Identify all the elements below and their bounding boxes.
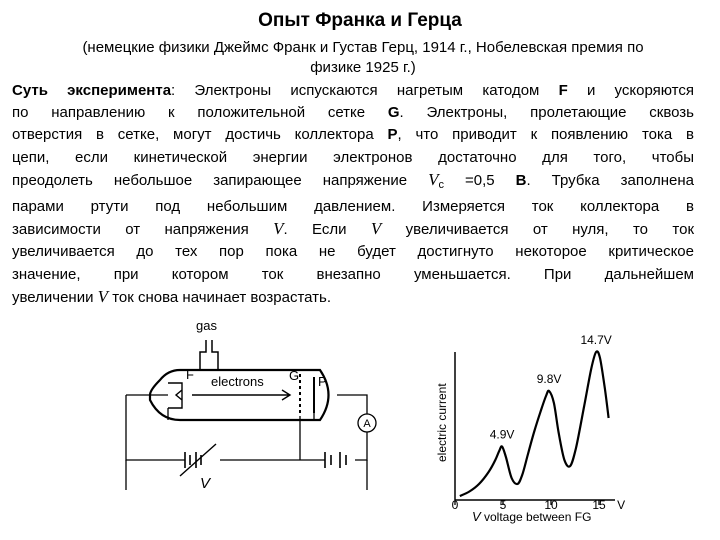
y-axis-label: electric current [435, 383, 449, 462]
electrons-label: electrons [211, 374, 264, 389]
gas-inlet [200, 340, 218, 370]
voltage-symbol: V [370, 219, 382, 239]
circuit-diagram [126, 340, 367, 490]
voltage-symbol: V [428, 169, 439, 189]
grid-letter: G [387, 104, 400, 122]
peak-label-2: 9.8V [536, 372, 562, 386]
text-line-4: цепи, если кинетической энергии электронов достаточно для того, чтобы [12, 148, 694, 166]
cathode-letter: F [558, 82, 568, 99]
subtitle [18, 38, 708, 78]
x-axis-label: voltage between FG [484, 510, 592, 524]
text-line-6: парами ртути под небольшим давлением. Измеряется ток коллектора в [12, 198, 694, 216]
small-battery [325, 452, 346, 468]
text-line-2 [12, 102, 694, 124]
ammeter-label: A [363, 418, 371, 430]
text-line-3 [12, 124, 694, 146]
page-title: Опыт Франка и Герца [258, 10, 462, 31]
essence-heading: Суть эксперимента [12, 82, 172, 99]
text-line-9: значение, при котором ток внезапно уменьшается. При дальнейшем [12, 265, 694, 283]
text-fragment: ток снова начинает возрастать. [112, 288, 332, 306]
text-fragment: по направлению к положительной сетке [12, 104, 366, 122]
text-line-8: увеличивается до тех пор пока не будет достигнуто некоторое критическое [12, 243, 694, 261]
text-fragment: преодолеть небольшое запирающее напряжение [12, 171, 408, 189]
cathode-wire [126, 395, 185, 460]
x-tick-label: V [617, 498, 626, 512]
x-tick-label: 10 [544, 498, 558, 512]
voltage-subscript: c [438, 178, 445, 191]
collector-letter: P [387, 126, 398, 144]
text-fragment: отверстия в сетке, могут достичь коллектора [12, 126, 374, 144]
cathode-label: F [186, 367, 194, 382]
cathode-filament [168, 383, 182, 408]
voltage-symbol: V [273, 219, 284, 239]
voltage-label: V [200, 475, 211, 492]
grid-label: G [289, 368, 300, 383]
current-curve [460, 351, 609, 496]
text-fragment: . Трубка заполнена [526, 171, 695, 189]
franck-hertz-figure [0, 300, 720, 540]
x-tick-label: 5 [499, 498, 507, 512]
collector-label: P [318, 374, 327, 389]
experiment-description [12, 80, 694, 309]
text-fragment: , что приводит к появлению тока в [397, 126, 694, 144]
x-axis-symbol: V [472, 509, 481, 524]
text-fragment: увеличивается от нуля, то ток [405, 221, 695, 239]
text-fragment: зависимости от напряжения [12, 221, 249, 239]
x-tick-label: 0 [451, 498, 459, 512]
text-fragment: и ускоряются [586, 82, 694, 99]
peak-label-3: 14.7V [580, 333, 612, 347]
text-fragment: . Если [283, 221, 347, 239]
subtitle-line-1: (немецкие физики Джеймс Франк и Густав Герц, 1914 г., Нобелевская премия по [82, 39, 644, 56]
text-fragment: увеличении [12, 288, 94, 306]
peak-label-layer [490, 333, 612, 442]
current-voltage-graph [435, 333, 625, 524]
text-line-5 [12, 169, 694, 196]
volt-unit: В [515, 171, 527, 189]
text-line-7 [12, 218, 694, 241]
grid-wire [220, 416, 325, 460]
blocking-voltage-value: =0,5 [465, 171, 495, 189]
electron-arrow [192, 390, 290, 400]
text-fragment: . Электроны, пролетающие сквозь [399, 104, 695, 122]
voltage-symbol: V [97, 286, 109, 306]
x-tick-label: 15 [592, 498, 606, 512]
peak-label-1: 4.9V [489, 427, 515, 442]
text-line-1 [12, 80, 694, 102]
subtitle-line-2: физике 1925 г.) [310, 59, 416, 76]
gas-label: gas [196, 318, 217, 333]
text-fragment: : Электроны испускаются нагретым катодом [171, 82, 540, 99]
